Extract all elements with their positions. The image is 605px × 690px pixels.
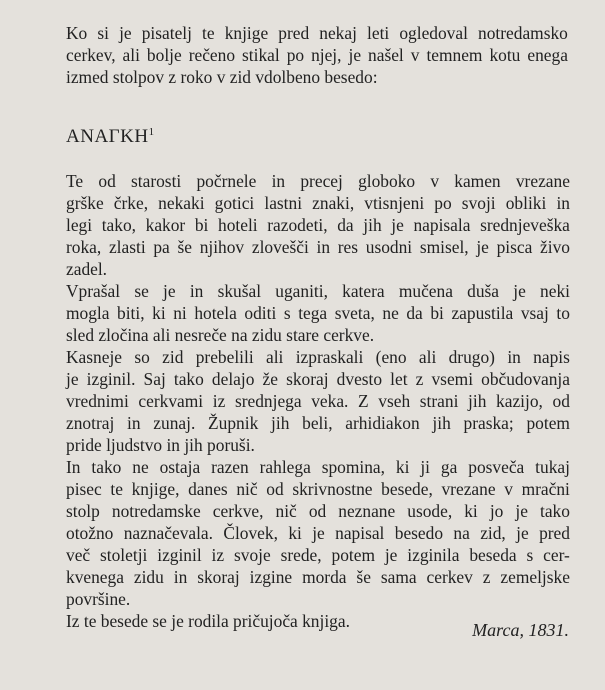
word: gotici	[214, 193, 255, 213]
intro-line	[66, 22, 568, 44]
word: in	[316, 237, 331, 257]
word: temnem	[426, 45, 483, 65]
word: kvenega	[66, 567, 124, 587]
body-line	[66, 412, 570, 434]
word: stoletji	[100, 545, 148, 565]
word: v	[504, 479, 513, 499]
word: Kasneje	[66, 347, 123, 367]
word: potem	[331, 545, 375, 565]
body-paragraph	[66, 456, 570, 610]
word: otožno	[66, 523, 114, 543]
body-line	[66, 566, 570, 588]
word: še	[356, 567, 371, 587]
word: Človek,	[223, 523, 278, 543]
word: neki	[540, 281, 570, 301]
word: pa	[153, 237, 170, 257]
word: nekaj	[319, 23, 357, 43]
word: je	[513, 281, 526, 301]
word: nič	[275, 501, 297, 521]
word: napisal	[335, 523, 385, 543]
word: ji	[420, 457, 431, 477]
word: si	[97, 23, 109, 43]
signature-date: Marca, 1831.	[472, 620, 569, 640]
word: pisatelj	[141, 23, 192, 43]
word: razen	[211, 457, 249, 477]
word: zid	[162, 347, 184, 367]
word: cerkev	[426, 567, 473, 587]
body-paragraph	[66, 280, 570, 346]
word: usodni	[365, 237, 413, 257]
word: mogla	[66, 303, 110, 323]
word: notredamske	[111, 501, 201, 521]
word: hotela	[194, 303, 237, 323]
greek-heading	[66, 126, 154, 148]
word: to	[556, 303, 570, 323]
body-line	[66, 236, 570, 258]
body-line	[66, 500, 570, 522]
word: notredamsko	[478, 23, 568, 43]
word: iz	[211, 545, 225, 565]
word: ogledoval	[399, 23, 468, 43]
word: precej	[300, 171, 343, 191]
word: kotu	[489, 45, 521, 65]
word: vsaj	[520, 303, 549, 323]
word: po	[434, 193, 452, 213]
word: skušal	[217, 281, 262, 301]
word: Z	[358, 391, 369, 411]
word: jih	[432, 413, 451, 433]
word: dvesto	[336, 369, 383, 389]
body-line	[66, 434, 570, 456]
word: počrnele	[196, 171, 257, 191]
body-line	[66, 170, 570, 192]
word: je	[348, 45, 362, 65]
word: Saj	[143, 369, 166, 389]
word: svoji	[461, 193, 496, 213]
word: razodeti,	[267, 215, 328, 235]
word: pisec	[66, 479, 102, 499]
word: tukaj	[535, 457, 570, 477]
word: sveta,	[334, 303, 375, 323]
word: svoje	[233, 545, 271, 565]
word: Vprašal	[66, 281, 121, 301]
word: mučena	[398, 281, 453, 301]
word: mračni	[521, 479, 570, 499]
word: je	[476, 237, 489, 257]
word: znotraj	[66, 413, 115, 433]
word: praska;	[463, 413, 514, 433]
body-line	[66, 258, 570, 280]
word: je	[391, 215, 404, 235]
word: drugo)	[448, 347, 495, 367]
word: vseh	[378, 391, 411, 411]
word: pred	[278, 23, 310, 43]
word: zapustila	[451, 303, 514, 323]
word: iz	[212, 391, 226, 411]
word: na	[453, 523, 470, 543]
word: kazijo,	[496, 391, 543, 411]
word: katera	[342, 281, 385, 301]
word: tako,	[101, 215, 136, 235]
word: črke,	[113, 193, 149, 213]
word: tako	[540, 501, 570, 521]
intro-line	[66, 44, 568, 66]
word: je	[163, 281, 176, 301]
word: stikal	[242, 45, 280, 65]
body-line-text: površine.	[66, 589, 131, 609]
word: s	[526, 545, 534, 565]
word: in	[189, 281, 204, 301]
word: spomina,	[321, 457, 385, 477]
word: je	[66, 369, 79, 389]
word: morda	[302, 567, 347, 587]
word: živo	[540, 237, 570, 257]
word: izginil.	[86, 369, 136, 389]
word: biti,	[117, 303, 145, 323]
word: in	[173, 567, 188, 587]
word: da	[337, 215, 354, 235]
word: jih	[468, 391, 487, 411]
word: napis	[533, 347, 570, 367]
word: cerkvami	[138, 391, 204, 411]
body-paragraph	[66, 346, 570, 456]
body-line	[66, 324, 570, 346]
body-line	[66, 456, 570, 478]
word: knjige,	[131, 479, 180, 499]
word: je	[384, 545, 398, 565]
body-line-text: Iz te besede se je rodila pričujoča knjiga.	[66, 611, 350, 631]
body-line	[66, 192, 570, 214]
word: in	[507, 347, 521, 367]
word: in	[271, 171, 286, 191]
word: te	[202, 23, 215, 43]
word: se	[134, 281, 149, 301]
footnote-mark: 1	[148, 126, 155, 138]
word: ne	[382, 303, 399, 323]
word: in	[556, 193, 570, 213]
word: vtisnjeni	[364, 193, 425, 213]
word: zlovešči	[251, 237, 309, 257]
body-line-text: pride ljudstvo in jih poruši.	[66, 435, 255, 455]
word: ki	[152, 303, 166, 323]
word: potem	[526, 413, 570, 433]
word: Ko	[66, 23, 88, 43]
body-line-text: zadel.	[66, 259, 108, 279]
word: od	[98, 171, 116, 191]
word: besedo	[394, 523, 444, 543]
word: zunaj.	[153, 413, 196, 433]
word: rahlega	[259, 457, 311, 477]
word: že	[262, 369, 278, 389]
intro-line	[66, 66, 568, 88]
word: srednjeveška	[480, 215, 570, 235]
word: izginil	[157, 545, 202, 565]
word: res	[337, 237, 359, 257]
word: ni	[173, 303, 187, 323]
word: beli,	[302, 413, 333, 433]
word: srednjega	[234, 391, 302, 411]
word: bi	[194, 215, 209, 235]
word: vsemi	[431, 369, 474, 389]
word: arhidiakon	[345, 413, 420, 433]
body-paragraph	[66, 170, 570, 280]
body-text	[66, 170, 570, 632]
word: izpraskali	[295, 347, 364, 367]
word: globoko	[358, 171, 416, 191]
word: z	[415, 369, 424, 389]
word: delajo	[211, 369, 255, 389]
word: sama	[380, 567, 417, 587]
word: grške	[66, 193, 104, 213]
word: Župnik	[208, 413, 259, 433]
word: cerkve,	[212, 501, 264, 521]
word: skrivnostne	[292, 479, 373, 499]
word: še	[177, 237, 192, 257]
word: v	[410, 45, 420, 65]
body-line	[66, 368, 570, 390]
word: pisca	[496, 237, 533, 257]
word: oditi	[244, 303, 277, 323]
word: ki	[288, 523, 302, 543]
word: ali	[266, 347, 284, 367]
word: kamen	[454, 171, 501, 191]
word: vrezane	[515, 171, 570, 191]
word: smisel,	[419, 237, 469, 257]
word: let	[390, 369, 408, 389]
word: rečeno	[188, 45, 236, 65]
body-line	[66, 346, 570, 368]
word: nekaki	[158, 193, 205, 213]
word: enega	[527, 45, 568, 65]
word: bolje	[146, 45, 182, 65]
word: strani	[419, 391, 459, 411]
word: uganiti,	[275, 281, 328, 301]
word: ostaja	[159, 457, 201, 477]
word: ki	[395, 457, 410, 477]
word: zid,	[480, 523, 506, 543]
word: nič	[236, 479, 258, 499]
word: s	[283, 303, 291, 323]
word: hoteli	[218, 215, 258, 235]
word: (eno	[375, 347, 407, 367]
word: ga	[440, 457, 458, 477]
word: ali	[122, 45, 140, 65]
body-line	[66, 588, 570, 610]
intro-paragraph	[66, 22, 568, 88]
word: kakor	[145, 215, 186, 235]
word: od	[552, 391, 570, 411]
word: knjige	[224, 23, 269, 43]
word: beseda	[469, 545, 517, 565]
word: vrednimi	[66, 391, 129, 411]
word: In	[66, 457, 81, 477]
word: naznačevala.	[123, 523, 213, 543]
word: zidu	[133, 567, 164, 587]
word: stolp	[66, 501, 100, 521]
word: po	[286, 45, 305, 65]
intro-line-text: izmed stolpov z roko v zid vdolbeno besedo:	[66, 67, 378, 87]
word: skoraj	[286, 369, 329, 389]
word: te	[110, 479, 123, 499]
word: njihov	[199, 237, 245, 257]
word: bi	[430, 303, 444, 323]
word: posveča	[468, 457, 525, 477]
word: zlasti	[108, 237, 146, 257]
word: in	[127, 413, 141, 433]
word: je	[312, 523, 325, 543]
body-line	[66, 390, 570, 412]
word: občudovanja	[481, 369, 570, 389]
word: neznane	[338, 501, 396, 521]
word: besede,	[381, 479, 433, 499]
word: izginila	[407, 545, 460, 565]
word: pred	[539, 523, 570, 543]
word: jih	[271, 413, 290, 433]
body-line	[66, 544, 570, 566]
word: znaki,	[312, 193, 355, 213]
word: obliki	[505, 193, 547, 213]
word: cer-	[543, 545, 570, 565]
word: starosti	[131, 171, 182, 191]
word: cerkev,	[66, 45, 116, 65]
word: ali	[418, 347, 437, 367]
body-line	[66, 522, 570, 544]
word: duša	[467, 281, 500, 301]
word: ne	[132, 457, 149, 477]
word: so	[134, 347, 150, 367]
word: od	[308, 501, 327, 521]
word: z	[482, 567, 491, 587]
word: lastni	[264, 193, 303, 213]
body-line	[66, 280, 570, 302]
word: danes	[188, 479, 228, 499]
word: ki	[464, 501, 478, 521]
word: je	[119, 23, 132, 43]
body-line	[66, 302, 570, 324]
word: leti	[367, 23, 390, 43]
word: prebelili	[195, 347, 254, 367]
word: tega	[298, 303, 328, 323]
word: zemeljske	[500, 567, 570, 587]
word: njej,	[311, 45, 342, 65]
word: tako	[91, 457, 122, 477]
word: več	[66, 545, 91, 565]
word: je	[516, 523, 529, 543]
word: v	[430, 171, 440, 191]
word: jih	[363, 215, 382, 235]
word: napisala	[413, 215, 471, 235]
word: jo	[489, 501, 504, 521]
word: roka,	[66, 237, 102, 257]
word: skoraj	[197, 567, 240, 587]
heading-word: ΑΝΑΓΚΗ	[66, 126, 149, 147]
word: Te	[66, 171, 84, 191]
word: od	[266, 479, 284, 499]
word: da	[406, 303, 423, 323]
word: našel	[368, 45, 404, 65]
word: srede,	[280, 545, 322, 565]
word: je	[515, 501, 528, 521]
word: usode,	[407, 501, 453, 521]
word: izgine	[249, 567, 293, 587]
word: legi	[66, 215, 93, 235]
body-line	[66, 214, 570, 236]
body-line	[66, 478, 570, 500]
word: veka.	[311, 391, 349, 411]
body-line-text: sled zločina ali nesreče na zidu stare cerkve.	[66, 325, 375, 345]
word: tako	[173, 369, 204, 389]
word: vrezane	[441, 479, 496, 499]
